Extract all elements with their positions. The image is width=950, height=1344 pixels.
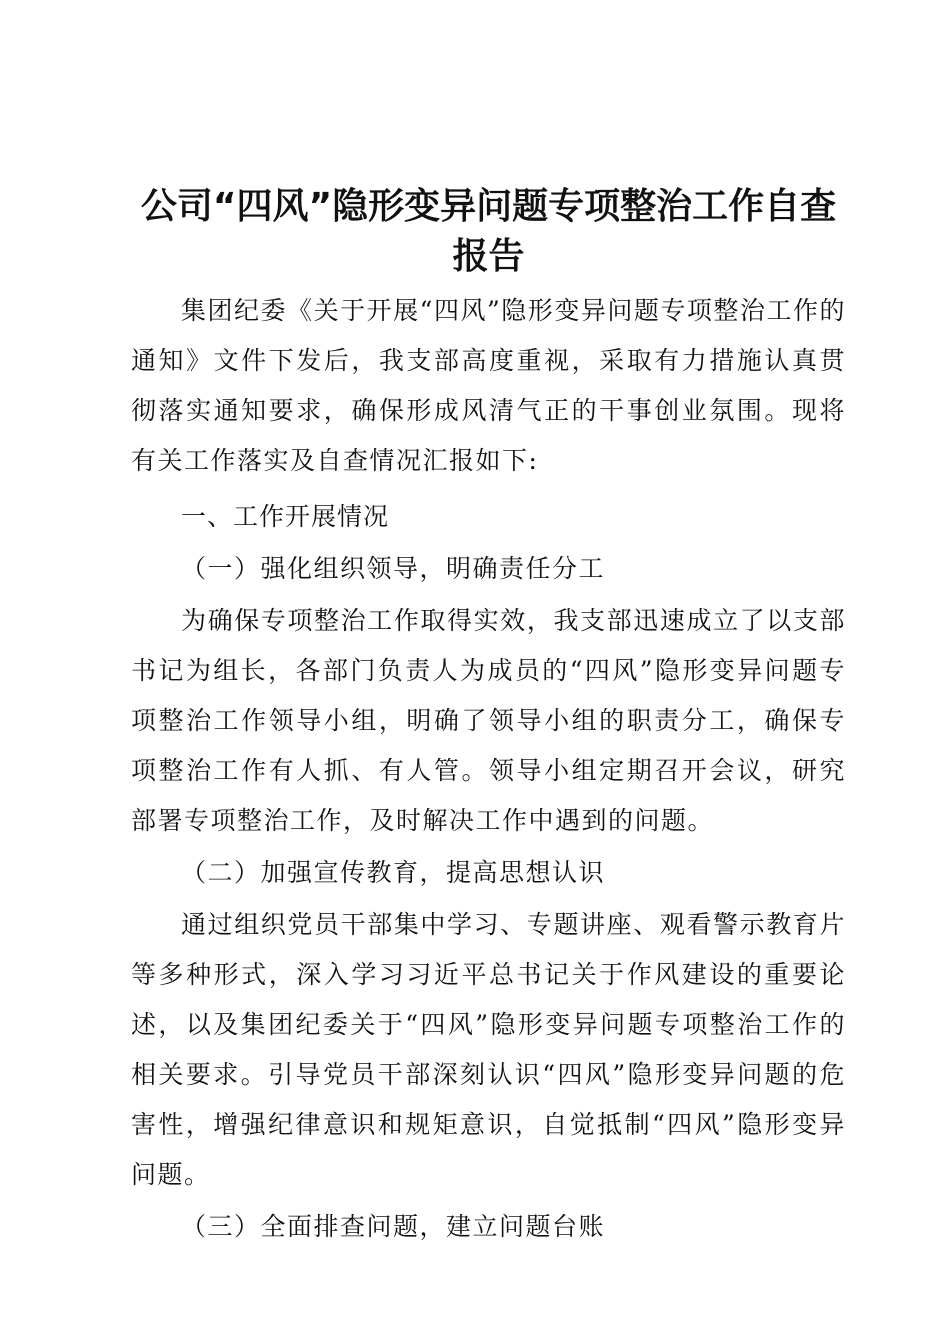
subsection-body-education: 通过组织党员干部集中学习、专题讲座、观看警示教育片等多种形式，深入学习习近平总书记关于作风建设的重要论述，以及集团纪委关于“四风”隐形变异问题专项整治工作的相关要求。引导党员干部深刻认识“四风”隐形变异问题的危害性，增强纪律意识和规矩意识，自觉抵制“四风”隐形变异问题。: [131, 910, 846, 1189]
section-heading-work-progress: 一、工作开展情况: [181, 502, 390, 531]
subsection-heading-organization: （一）强化组织领导，明确责任分工: [181, 554, 606, 583]
intro-paragraph: 集团纪委《关于开展“四风”隐形变异问题专项整治工作的通知》文件下发后，我支部高度重视，采取有力措施认真贯彻落实通知要求，确保形成风清气正的干事创业氛围。现将有关工作落实及自查情况汇报如下:: [131, 296, 846, 475]
subsection-heading-education: （二）加强宣传教育，提高思想认识: [181, 858, 606, 887]
subsection-body-organization: 为确保专项整治工作取得实效，我支部迅速成立了以支部书记为组长，各部门负责人为成员的“四风”隐形变异问题专项整治工作领导小组，明确了领导小组的职责分工，确保专项整治工作有人抓、有人管。领导小组定期召开会议，研究部署专项整治工作，及时解决工作中遇到的问题。: [131, 606, 846, 835]
document-title: 公司“四风”隐形变异问题专项整治工作自查报告: [140, 186, 837, 277]
subsection-heading-investigation: （三）全面排查问题，建立问题台账: [181, 1212, 606, 1241]
document-body: [131, 182, 846, 1252]
